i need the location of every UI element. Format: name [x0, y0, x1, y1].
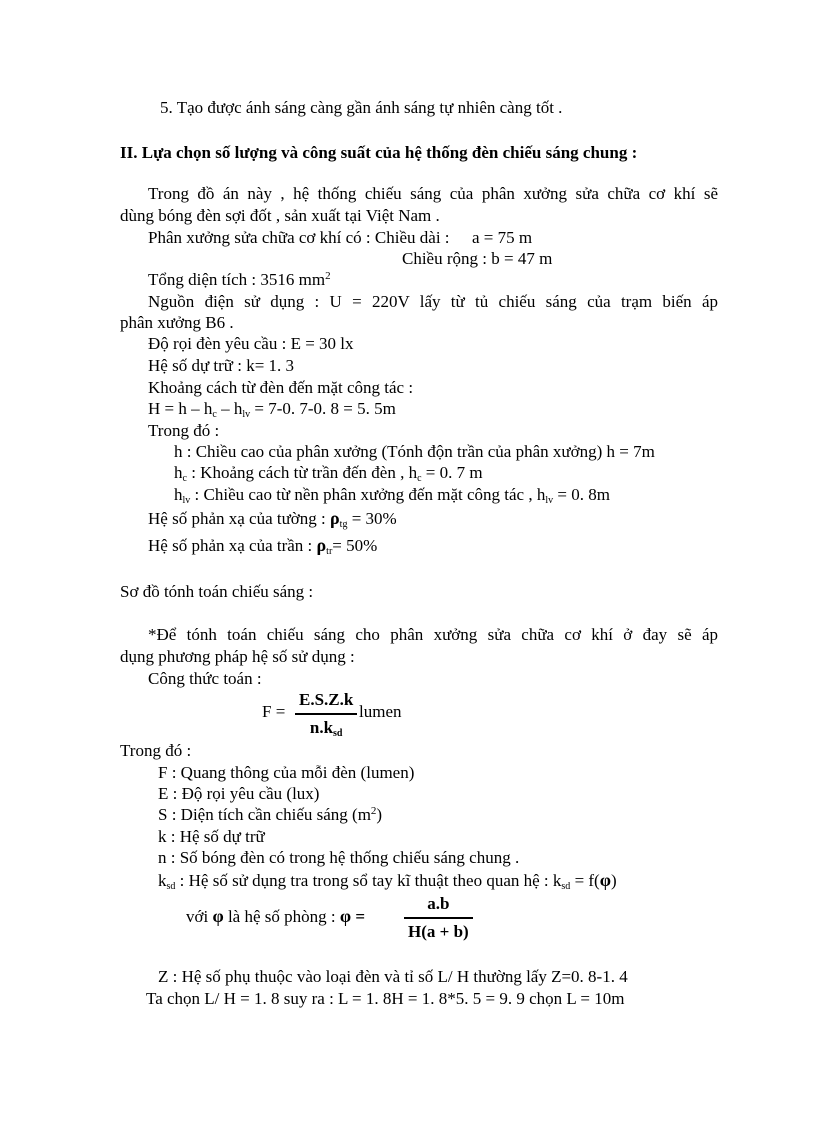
height-formula-part: – h [216, 399, 243, 418]
height-formula-part: = 7-0. 7-0. 8 = 5. 5m [250, 399, 396, 418]
def-S-text: S : Diện tích cần chiếu sáng (m [158, 805, 371, 824]
phi-symbol: φ [599, 870, 611, 890]
height-formula [148, 399, 396, 421]
h-definition: h : Chiều cao của phân xưởng (Tónh độn trần của phân xưởng) h = 7m [174, 442, 655, 461]
phi-symbol: φ [212, 906, 224, 926]
subscript: lv [545, 495, 554, 506]
where-label-1: Trong đó : [148, 421, 220, 440]
formula-lhs: F = [262, 702, 286, 721]
formula-label: Công thức toán : [148, 669, 262, 688]
spacing-choice: Ta chọn L/ H = 1. 8 suy ra : L = 1. 8H = 1. 8*5. 5 = 9. 9 chọn L = 10m [146, 989, 625, 1008]
subscript: c [417, 473, 422, 484]
phi-symbol: φ [339, 906, 352, 926]
subscript: sd [166, 881, 176, 892]
definition-text: ) [610, 871, 617, 890]
total-area-text: Tổng diện tích : 3516 mm [148, 270, 326, 289]
exponent: 2 [370, 805, 377, 817]
formula-fraction [295, 690, 357, 739]
room-index-text: là hệ số phòng : [227, 907, 336, 926]
symbol: h [174, 463, 183, 482]
subscript: tg [339, 519, 348, 530]
definition-text: : Chiều cao từ nền phân xưởng đến mặt công tác , h [190, 485, 546, 504]
denominator-text: n.k [309, 717, 334, 737]
hc-definition [174, 463, 483, 485]
def-n: n : Số bóng đèn có trong hệ thống chiếu sáng chung . [158, 848, 520, 867]
power-line-1: Nguồn điện sử dụng : U = 220V lấy từ tủ chiếu sáng của trạm biến áp [148, 292, 718, 311]
room-index-prefix: với [186, 907, 209, 926]
subscript: lv [182, 495, 191, 506]
def-E: E : Độ rọi yêu cầu (lux) [158, 784, 320, 803]
reserve-coefficient: Hệ số dự trữ : k= 1. 3 [148, 356, 295, 375]
def-F: F : Quang thông của mỗi đèn (lumen) [158, 763, 415, 782]
subscript: sd [561, 881, 571, 892]
height-formula-part: H = h – h [148, 399, 213, 418]
sub-c: c [212, 409, 217, 420]
def-S [158, 805, 382, 825]
room-index-denominator: H(a + b) [408, 921, 469, 941]
workshop-width [402, 249, 552, 269]
def-ksd [158, 870, 617, 893]
ceiling-reflectance-value: = 50% [332, 536, 378, 555]
symbol: h [174, 485, 183, 504]
workshop-prefix: Phân xưởng sửa chữa cơ khí có : Chiều dài : [148, 228, 450, 247]
room-index [186, 906, 365, 927]
where-label-2: Trong đó : [120, 741, 192, 760]
workshop-width-value: b = 47 m [491, 249, 553, 268]
ceiling-reflectance [148, 535, 377, 558]
definition-text: = f( [570, 871, 600, 890]
def-S-tail: ) [376, 805, 383, 824]
wall-reflectance-label: Hệ số phản xạ của tường : [148, 509, 326, 528]
method-line-2: dụng phương pháp hệ số sử dụng : [120, 647, 355, 666]
rho-symbol: ρ [316, 535, 327, 555]
definition-text: : Khoảng cách từ trần đến đèn , h [186, 463, 418, 482]
method-line-1: *Để tónh toán chiếu sáng cho phân xưởng sửa chữa cơ khí ở đay sẽ áp [148, 625, 718, 644]
formula-denominator [306, 715, 347, 739]
definition-value: = 0. 8m [553, 485, 610, 504]
sub-lv: lv [242, 409, 251, 420]
formula-numerator: E.S.Z.k [299, 690, 354, 709]
subscript: tr [326, 546, 333, 557]
def-k: k : Hệ số dự trữ [158, 827, 265, 846]
intro-line-2: dùng bóng đèn sợi đốt , sản xuất tại Việt Nam . [120, 206, 440, 225]
wall-reflectance-value: = 30% [347, 509, 397, 528]
wall-reflectance [148, 508, 397, 531]
rho-symbol: ρ [330, 508, 340, 528]
symbol: k [158, 871, 167, 890]
workshop-dimensions [148, 228, 532, 248]
power-line-2: phân xưởng B6 . [120, 313, 234, 332]
distance-label: Khoảng cách từ đèn đến mặt công tác : [148, 378, 414, 397]
equals-sign: = [355, 907, 366, 926]
list-item-5: 5. Tạo được ánh sáng càng gần ánh sáng tự nhiên càng tốt . [160, 98, 563, 117]
room-index-numerator: a.b [427, 894, 450, 913]
subscript: c [182, 473, 187, 484]
ceiling-reflectance-label: Hệ số phản xạ của trần : [148, 536, 313, 555]
formula-unit: lumen [359, 702, 402, 721]
total-area [148, 270, 331, 290]
z-definition: Z : Hệ số phụ thuộc vào loại đèn và tỉ số L/ H thường lấy Z=0. 8-1. 4 [158, 967, 628, 986]
room-index-fraction [404, 894, 473, 942]
definition-text: : Hệ số sử dụng tra trong sổ tay kĩ thuật theo quan hệ : k [175, 871, 562, 890]
diagram-title: Sơ đồ tónh toán chiếu sáng : [120, 582, 314, 601]
subscript: sd [333, 727, 343, 739]
section-heading: II. Lựa chọn số lượng và công suất của hệ thống đèn chiếu sáng chung : [120, 143, 638, 162]
hlv-definition [174, 485, 610, 507]
workshop-width-label: Chiều rộng : [402, 249, 487, 268]
definition-value: = 0. 7 m [421, 463, 483, 482]
total-area-exponent: 2 [325, 270, 331, 282]
illuminance-requirement: Độ rọi đèn yêu cầu : E = 30 lx [148, 334, 354, 353]
intro-line-1: Trong đồ án này , hệ thống chiếu sáng của phân xưởng sửa chữa cơ khí sẽ [148, 184, 718, 203]
workshop-length: a = 75 m [472, 228, 533, 247]
